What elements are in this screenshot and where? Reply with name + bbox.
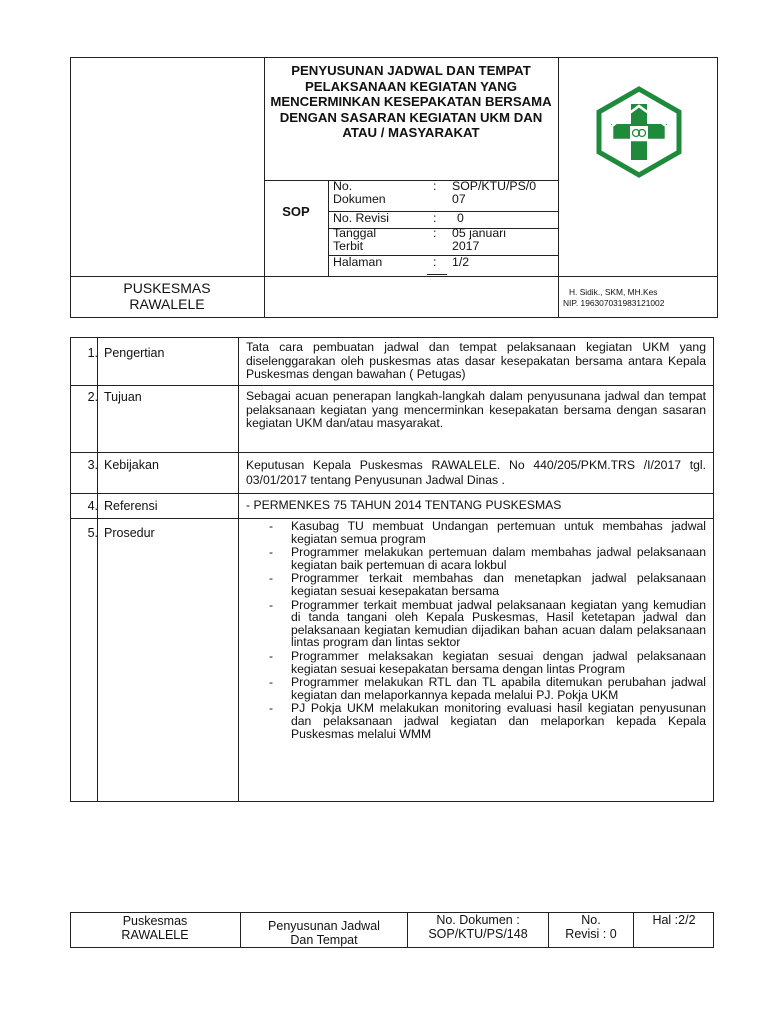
- field-colon: :: [433, 255, 437, 269]
- field-label-date: Tanggal Terbit: [333, 226, 377, 254]
- field-label-doc: No. Dokumen: [333, 179, 386, 207]
- row-text: Tata cara pembuatan jadwal dan tempat pelaksanaan kegiatan UKM yang diselenggarakan oleh puskesmas atas dasar kesepakatan bersama antara Kepala Puskesmas dengan bawahan ( Petugas): [246, 340, 706, 382]
- field-colon: :: [433, 226, 437, 240]
- field-value-page: 1/2: [452, 255, 470, 269]
- field-label-rev: No. Revisi: [333, 211, 390, 225]
- field-colon: :: [433, 179, 437, 193]
- field-label-page: Halaman: [333, 255, 383, 269]
- footer-title: Penyusunan Jadwal Dan Tempat: [268, 919, 380, 947]
- row-number: 3.: [87, 458, 98, 472]
- row-label: Referensi: [104, 499, 158, 513]
- header-divider: [264, 57, 265, 318]
- field-value-rev: 0: [457, 211, 464, 225]
- table-divider: [70, 452, 714, 453]
- row-label: Pengertian: [104, 346, 165, 360]
- procedure-item: - Programmer melaksakan kegiatan sesuai dengan jadwal pelaksanaan kegiatan sesuai kesepakatan bersama dengan lintas Program: [268, 650, 706, 675]
- row-text: Sebagai acuan penerapan langkah-langkah dalam penyusunana jadwal dan tempat pelaksanaan kegiatan yang mencerminkan kesepakatan bersama dengan sasaran kegiatan UKM dan/atau masyarakat.: [246, 389, 706, 431]
- procedure-item: - Programmer melakukan pertemuan dalam membahas jadwal pelaksanaan kegiatan baik pertemuan di acara lokbul: [268, 546, 706, 571]
- row-number: 1.: [87, 346, 98, 360]
- field-value-doc: SOP/KTU/PS/0 07: [452, 179, 537, 207]
- procedure-item: - Kasubag TU membuat Undangan pertemuan untuk membahas jadwal kegiatan semua program: [268, 520, 706, 545]
- row-text: Keputusan Kepala Puskesmas RAWALELE. No 440/205/PKM.TRS /I/2017 tgl. 03/01/2017 tentang Penyusunan Jadwal Dinas .: [246, 458, 706, 487]
- puskesmas-cross-logo-icon: [594, 86, 684, 178]
- procedure-item: - Programmer terkait membuat jadwal pelaksanaan kegiatan yang kemudian di tanda tangani oleh Kepala Puskesmas, Hasil ketetapan jadwal dan pelaksanaan kegiatan kemudian dijadikan bahan acuan dalam pelaksanaan lintas program dan lintas sektor: [268, 599, 706, 649]
- signer-block: H. Sidik., SKM, MH.Kes NIP. 196307031983121002: [563, 287, 665, 308]
- footer-divider: [240, 912, 241, 948]
- field-colon: :: [433, 211, 437, 225]
- org-name: PUSKESMAS RAWALELE: [123, 280, 211, 312]
- footer-page: Hal :2/2: [652, 913, 696, 927]
- procedure-list: [268, 520, 706, 741]
- procedure-item: - PJ Pokja UKM melakukan monitoring evaluasi hasil kegiatan penyusunan dan pelaksanaan jadwal kegiatan dan melaporkan kepada Kepala Puskesmas melalui WMM: [268, 702, 706, 740]
- field-value-date: 05 januari 2017: [452, 226, 507, 254]
- table-divider: [97, 337, 98, 802]
- footer-divider: [407, 912, 408, 948]
- sop-label: SOP: [282, 204, 310, 219]
- footer-doc-number: No. Dokumen : SOP/KTU/PS/148: [428, 913, 528, 941]
- row-label: Kebijakan: [104, 458, 159, 472]
- row-number: 2.: [87, 390, 98, 404]
- footer-divider: [633, 912, 634, 948]
- procedure-item: - Programmer terkait membahas dan menetapkan jadwal pelaksanaan kegiatan sesuai kesepakatan bersama: [268, 572, 706, 597]
- footer-divider: [548, 912, 549, 948]
- row-number: 5.: [87, 526, 98, 540]
- table-divider: [238, 337, 239, 802]
- row-text: - PERMENKES 75 TAHUN 2014 TENTANG PUSKESMAS: [246, 498, 562, 512]
- row-number: 4.: [87, 499, 98, 513]
- header-divider: [70, 276, 718, 277]
- table-divider: [70, 385, 714, 386]
- footer-org: Puskesmas RAWALELE: [121, 914, 189, 942]
- row-label: Tujuan: [104, 390, 142, 404]
- procedure-item: - Programmer melakukan RTL dan TL apabila ditemukan perubahan jadwal kegiatan dan melaporkannya kepada melalui PJ. Pokja UKM: [268, 676, 706, 701]
- footer-revision: No. Revisi : 0: [565, 913, 617, 941]
- row-label: Prosedur: [104, 526, 155, 540]
- document-title: PENYUSUNAN JADWAL DAN TEMPAT PELAKSANAAN KEGIATAN YANG MENCERMINKAN KESEPAKATAN BERSAMA DENGAN SASARAN KEGIATAN UKM DAN ATAU / MASYARAKAT: [270, 63, 552, 141]
- header-divider: [558, 57, 559, 318]
- field-underline: [427, 274, 447, 275]
- table-divider: [70, 493, 714, 494]
